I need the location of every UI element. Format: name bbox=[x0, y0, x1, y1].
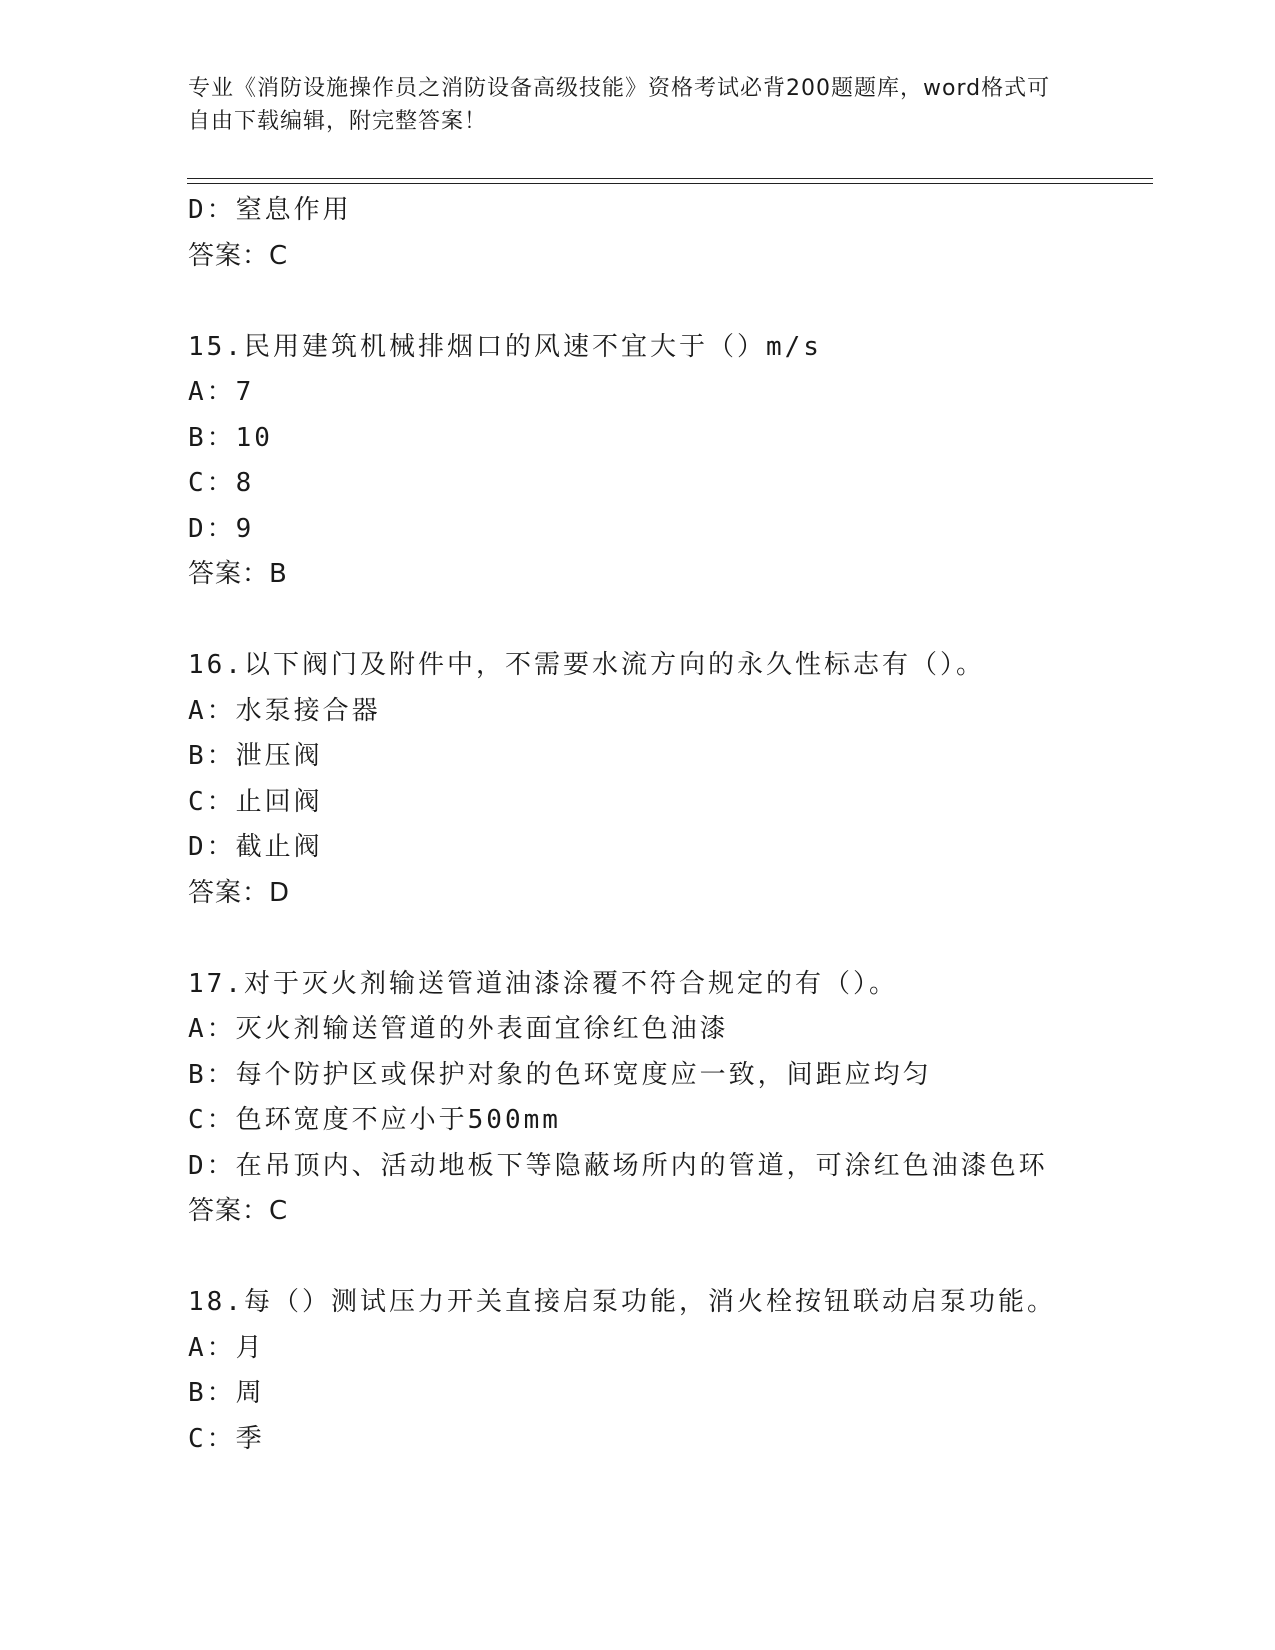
option-a: A：月 bbox=[188, 1332, 265, 1363]
option-a: A：水泵接合器 bbox=[188, 695, 381, 726]
question-16 bbox=[188, 643, 1148, 916]
option-d: D：截止阀 bbox=[188, 832, 323, 862]
option-b: B：泄压阀 bbox=[188, 741, 323, 771]
option-d: D：在吊顶内、活动地板下等隐蔽场所内的管道，可涂红色油漆色环 bbox=[188, 1150, 1048, 1181]
header-divider-top bbox=[187, 178, 1153, 179]
option-b: B：每个防护区或保护对象的色环宽度应一致，间距应均匀 bbox=[188, 1059, 932, 1090]
question-stem: 16.以下阀门及附件中，不需要水流方向的永久性标志有（）。 bbox=[188, 650, 985, 680]
option-b: B：周 bbox=[188, 1378, 265, 1408]
option-a: A：7 bbox=[188, 377, 255, 407]
spacer bbox=[188, 1235, 1148, 1281]
option-b: B：10 bbox=[188, 422, 273, 453]
answer-line: 答案：D bbox=[188, 877, 291, 908]
option-c: C：8 bbox=[188, 468, 255, 498]
question-17 bbox=[188, 962, 1148, 1235]
question-18 bbox=[188, 1280, 1148, 1462]
question-stem: 15.民用建筑机械排烟口的风速不宜大于（）m/s bbox=[188, 331, 822, 362]
option-c: C：季 bbox=[188, 1423, 265, 1454]
option-d: D：9 bbox=[188, 513, 255, 544]
question-stem: 18.每（）测试压力开关直接启泵功能，消火栓按钮联动启泵功能。 bbox=[188, 1287, 1056, 1317]
spacer bbox=[188, 279, 1148, 325]
document-header bbox=[188, 72, 1068, 138]
spacer bbox=[188, 916, 1148, 962]
option-d: D：窒息作用 bbox=[188, 195, 352, 225]
header-divider-bottom bbox=[187, 183, 1153, 184]
option-c: C：止回阀 bbox=[188, 786, 323, 817]
question-stem: 17.对于灭火剂输送管道油漆涂覆不符合规定的有（）。 bbox=[188, 968, 898, 999]
question-list bbox=[188, 188, 1148, 1462]
spacer bbox=[188, 598, 1148, 644]
option-c: C：色环宽度不应小于500mm bbox=[188, 1105, 561, 1135]
answer-line: 答案：B bbox=[188, 559, 288, 589]
answer-line: 答案：C bbox=[188, 1196, 289, 1226]
answer-line: 答案：C bbox=[188, 240, 289, 271]
option-a: A：灭火剂输送管道的外表面宜徐红色油漆 bbox=[188, 1014, 729, 1044]
document-title: 专业《消防设施操作员之消防设备高级技能》资格考试必背200题题库，word格式可自由下载编辑，附完整答案！ bbox=[188, 76, 1051, 134]
question-15 bbox=[188, 325, 1148, 598]
